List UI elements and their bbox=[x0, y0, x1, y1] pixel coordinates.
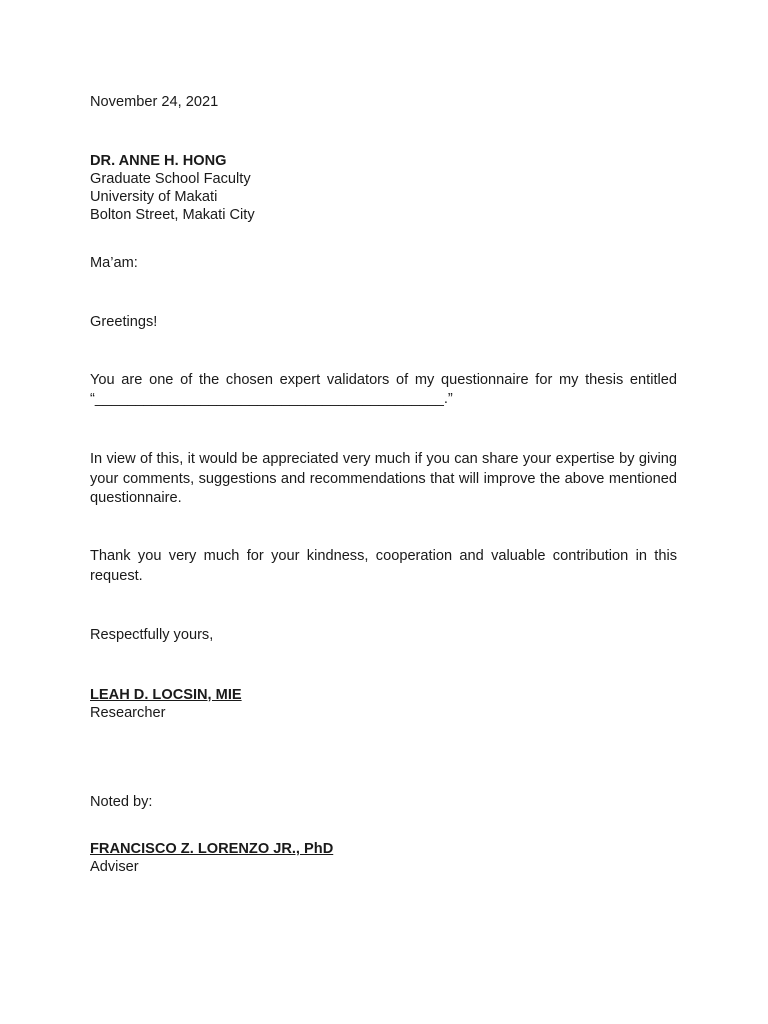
paragraph-1-line-1: You are one of the chosen expert validators of my questionnaire for my thesis entitled bbox=[90, 372, 677, 388]
recipient-title: Graduate School Faculty bbox=[90, 171, 251, 187]
paragraph-2: In view of this, it would be appreciated very much if you can share your expertise by giving your comments, suggestions and recommendations that will improve the above mentioned questionnaire. bbox=[90, 451, 677, 506]
closing: Respectfully yours, bbox=[90, 627, 214, 643]
salutation: Ma’am: bbox=[90, 255, 138, 271]
sender-name: LEAH D. LOCSIN, MIE bbox=[90, 687, 242, 703]
recipient-name: DR. ANNE H. HONG bbox=[90, 153, 227, 169]
letter-date: November 24, 2021 bbox=[90, 94, 219, 110]
recipient-institution: University of Makati bbox=[90, 189, 218, 205]
adviser-role: Adviser bbox=[90, 859, 139, 875]
sender-role: Researcher bbox=[90, 705, 166, 721]
paragraph-3: Thank you very much for your kindness, cooperation and valuable contribution in this request. bbox=[90, 548, 677, 584]
noted-by-label: Noted by: bbox=[90, 794, 153, 810]
thesis-title-blank: “___________________________________________.” bbox=[90, 391, 453, 407]
adviser-name: FRANCISCO Z. LORENZO JR., PhD bbox=[90, 841, 334, 857]
recipient-address: Bolton Street, Makati City bbox=[90, 207, 255, 223]
greeting: Greetings! bbox=[90, 314, 158, 330]
